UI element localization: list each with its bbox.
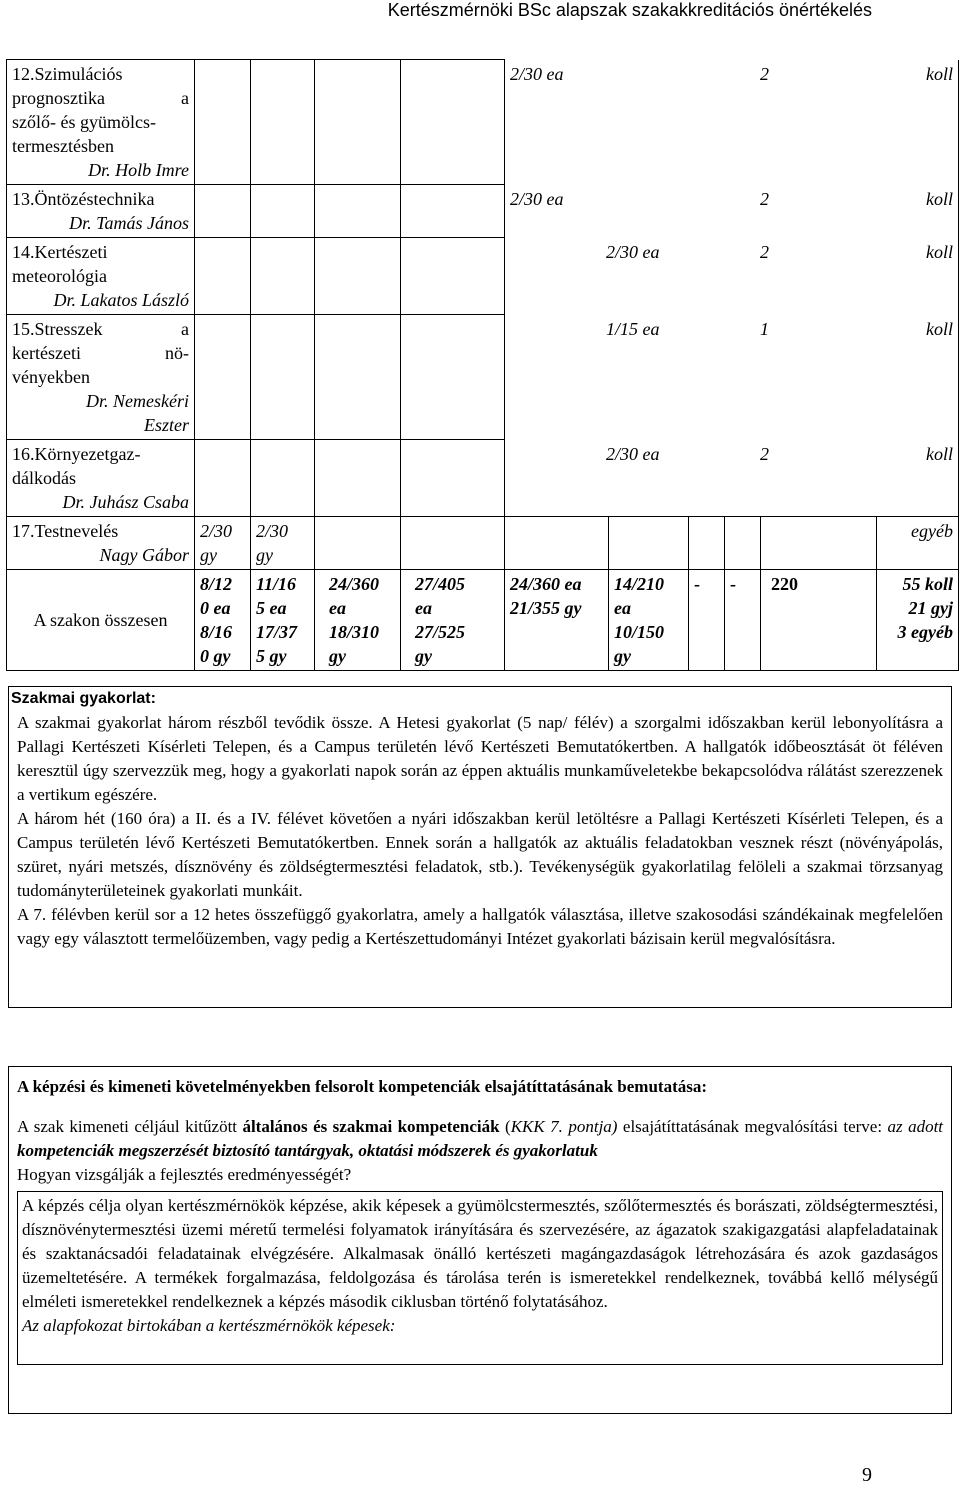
empty-cell (195, 60, 251, 185)
course-name: termesztésben (12, 136, 114, 156)
hours-value: 1/15 ea (606, 318, 660, 339)
empty-cell (251, 238, 315, 315)
competence-question: Hogyan vizsgálják a fejlesztés eredményességét? (17, 1165, 352, 1184)
goal-italic: Az alapfokozat birtokában a kertészmérnökök képesek: (22, 1316, 396, 1335)
course-values (505, 185, 959, 238)
teacher-name: Nagy Gábor (99, 545, 189, 565)
practice-p3: A 7. félévben kerül sor a 12 hetes összefüggő gyakorlatra, amely a hallgatók választása, illetve szakosodási szándékainak megfelelően vagy egy választott termelőüzemben, vagy pedig a Kertészettudományi Intézet gyakorlati bázisain kerül megvalósításra. (17, 905, 943, 948)
total-sem7: - (689, 570, 725, 671)
credit-value: 2 (760, 443, 769, 464)
practice-p1: A szakmai gyakorlat három részből tevődik össze. A Hetesi gyakorlat (5 nap/ félév) a szorgalmi időszakban kerül lebonyolításra a Pallagi Kertészeti Kísérleti Telepen, és a Campus területén lévő Kertészeti Bemutatókertben. A hallgatók időbeosztását öt féléven keresztül úgy szervezzük meg, hogy a gyakorlati napok során az éppen aktuális munkaműveletekbe bekapcsolódva rálátást szerezzenek a vertikum egészére. (17, 713, 943, 804)
exam-value: koll (926, 188, 953, 209)
course-cell (7, 238, 195, 315)
empty-cell (195, 315, 251, 440)
credit-value: 1 (760, 318, 769, 339)
total-sem1: 8/12 0 ea 8/16 0 gy (195, 570, 251, 671)
hours-value: 2/30 ea (606, 443, 660, 464)
empty-cell (401, 315, 505, 440)
total-sem8: - (725, 570, 761, 671)
course-name: 14.Kertészeti (12, 242, 108, 262)
course-name: vényekben (12, 367, 90, 387)
course-cell (7, 315, 195, 440)
empty-cell (251, 440, 315, 517)
empty-cell (315, 238, 401, 315)
goal-text: A képzés célja olyan kertészmérnökök képzése, akik képesek a gyümölcstermesztés, szőlőtermesztés és borászati, zöldségtermesztési, dísznövénytermesztési üzemi méretű termelési folyamatok irányítására és szervezésére, az ágazatok szakigazgatási alapfeladatainak és szaktanácsadói feladatainak elvégzésére. Alkalmasak önálló kertészeti magángazdaságok létrehozására és azok gazdaságos üzemeltetésére. A termékek forgalmazása, feldolgozása és tárolása terén is ismeretekkel rendelkeznek, továbbá kellő mélységű elméleti ismeretekkel rendelkeznek a képzés második ciklusban történő folytatásához. (22, 1196, 938, 1311)
total-sem6: 14/210 ea 10/150 gy (609, 570, 689, 671)
course-cell (7, 440, 195, 517)
course-name: prognosztika a (12, 88, 189, 108)
practice-box (8, 686, 952, 1008)
course-values (505, 238, 959, 315)
empty-cell (401, 60, 505, 185)
empty-cell (401, 517, 505, 570)
exam-value: koll (926, 443, 953, 464)
course-name: 16.Környezetgaz- (12, 444, 141, 464)
empty-cell (401, 238, 505, 315)
page-number: 9 (862, 1464, 872, 1486)
credit-value: 2 (760, 241, 769, 262)
practice-heading: Szakmai gyakorlat: (11, 690, 156, 707)
table-row (7, 185, 959, 238)
total-label: A szakon összesen (7, 570, 195, 671)
table-row (7, 60, 959, 185)
empty-cell (401, 440, 505, 517)
course-values (505, 60, 959, 185)
course-name: 17.Testnevelés (12, 521, 119, 541)
curriculum-table (6, 59, 959, 671)
empty-cell (315, 517, 401, 570)
sem1-cell: 2/30 gy (195, 517, 251, 570)
hours-value: 2/30 ea (510, 63, 564, 84)
teacher-name: Dr. Lakatos László (53, 290, 189, 310)
teacher-name: Dr. Tamás János (69, 213, 189, 233)
empty-cell (195, 238, 251, 315)
empty-cell (761, 517, 877, 570)
total-credit: 220 (761, 570, 877, 671)
teacher-name: Dr. Nemeskéri (86, 391, 189, 411)
course-values (505, 315, 959, 440)
course-name: 13.Öntözéstechnika (12, 189, 155, 209)
table-row (7, 440, 959, 517)
exam-value: koll (926, 63, 953, 84)
course-name: kertészeti nö- (12, 343, 189, 363)
empty-cell (689, 517, 725, 570)
empty-cell (401, 185, 505, 238)
empty-cell (195, 185, 251, 238)
course-values (505, 440, 959, 517)
empty-cell (505, 517, 609, 570)
course-name: 15.Stresszek a (12, 319, 189, 339)
course-name: dálkodás (12, 468, 76, 488)
running-header: Kertészmérnöki BSc alapszak szakakkreditációs önértékelés (387, 0, 872, 20)
empty-cell (315, 440, 401, 517)
empty-cell (315, 60, 401, 185)
course-cell (7, 60, 195, 185)
total-sem3: 24/360 ea 18/310 gy (315, 570, 401, 671)
hours-value: 2/30 ea (606, 241, 660, 262)
exam-cell: egyéb (877, 517, 959, 570)
total-sem2: 11/16 5 ea 17/37 5 gy (251, 570, 315, 671)
exam-value: koll (926, 241, 953, 262)
course-name: meteorológia (12, 266, 107, 286)
competence-intro: A szak kimeneti céljául kitűzött általános és szakmai kompetenciák (KKK 7. pontja) elsajátíttatásának megvalósítási terve: az adott kompetenciák megszerzését biztosító tantárgyak, oktatási módszerek és gyakorlatuk (17, 1117, 944, 1160)
table-row (7, 315, 959, 440)
empty-cell (251, 315, 315, 440)
empty-cell (315, 315, 401, 440)
sem2-cell: 2/30 gy (251, 517, 315, 570)
hours-value: 2/30 ea (510, 188, 564, 209)
course-name: 12.Szimulációs (12, 64, 123, 84)
course-name: szőlő- és gyümölcs- (12, 112, 156, 132)
empty-cell (315, 185, 401, 238)
table-row (7, 517, 959, 570)
teacher-name: Eszter (144, 415, 189, 435)
teacher-name: Dr. Juhász Csaba (62, 492, 189, 512)
empty-cell (195, 440, 251, 517)
course-cell (7, 185, 195, 238)
total-sem4: 27/405 ea 27/525 gy (401, 570, 505, 671)
teacher-name: Dr. Holb Imre (88, 160, 189, 180)
empty-cell (609, 517, 689, 570)
competence-heading: A képzési és kimeneti követelményekben felsorolt kompetenciák elsajátíttatásának bemutatása: (17, 1077, 708, 1096)
competence-box (8, 1066, 952, 1414)
total-sem5: 24/360 ea 21/355 gy (505, 570, 609, 671)
empty-cell (251, 185, 315, 238)
credit-value: 2 (760, 63, 769, 84)
empty-cell (251, 60, 315, 185)
exam-value: koll (926, 318, 953, 339)
total-row (7, 570, 959, 671)
total-exam: 55 koll 21 gyj 3 egyéb (877, 570, 959, 671)
goal-box (17, 1191, 943, 1365)
table-row (7, 238, 959, 315)
practice-p2: A három hét (160 óra) a II. és a IV. félévet követően a nyári időszakban kerül letöltésre a Pallagi Kertészeti Kísérleti Telepen, és a Campus területén lévő Kertészeti Bemutatókertben. Ennek során a hallgatók az aktuális feladatokban vesznek részt (növényápolás, szüret, nyári metszés, dísznövény és zöldségtermesztési feladatok, stb.). Tevékenységük gyakorlatilag felöleli a szakmai törzsanyag tudományterületeinek gyakorlati munkáit. (17, 809, 943, 900)
course-cell (7, 517, 195, 570)
credit-value: 2 (760, 188, 769, 209)
empty-cell (725, 517, 761, 570)
